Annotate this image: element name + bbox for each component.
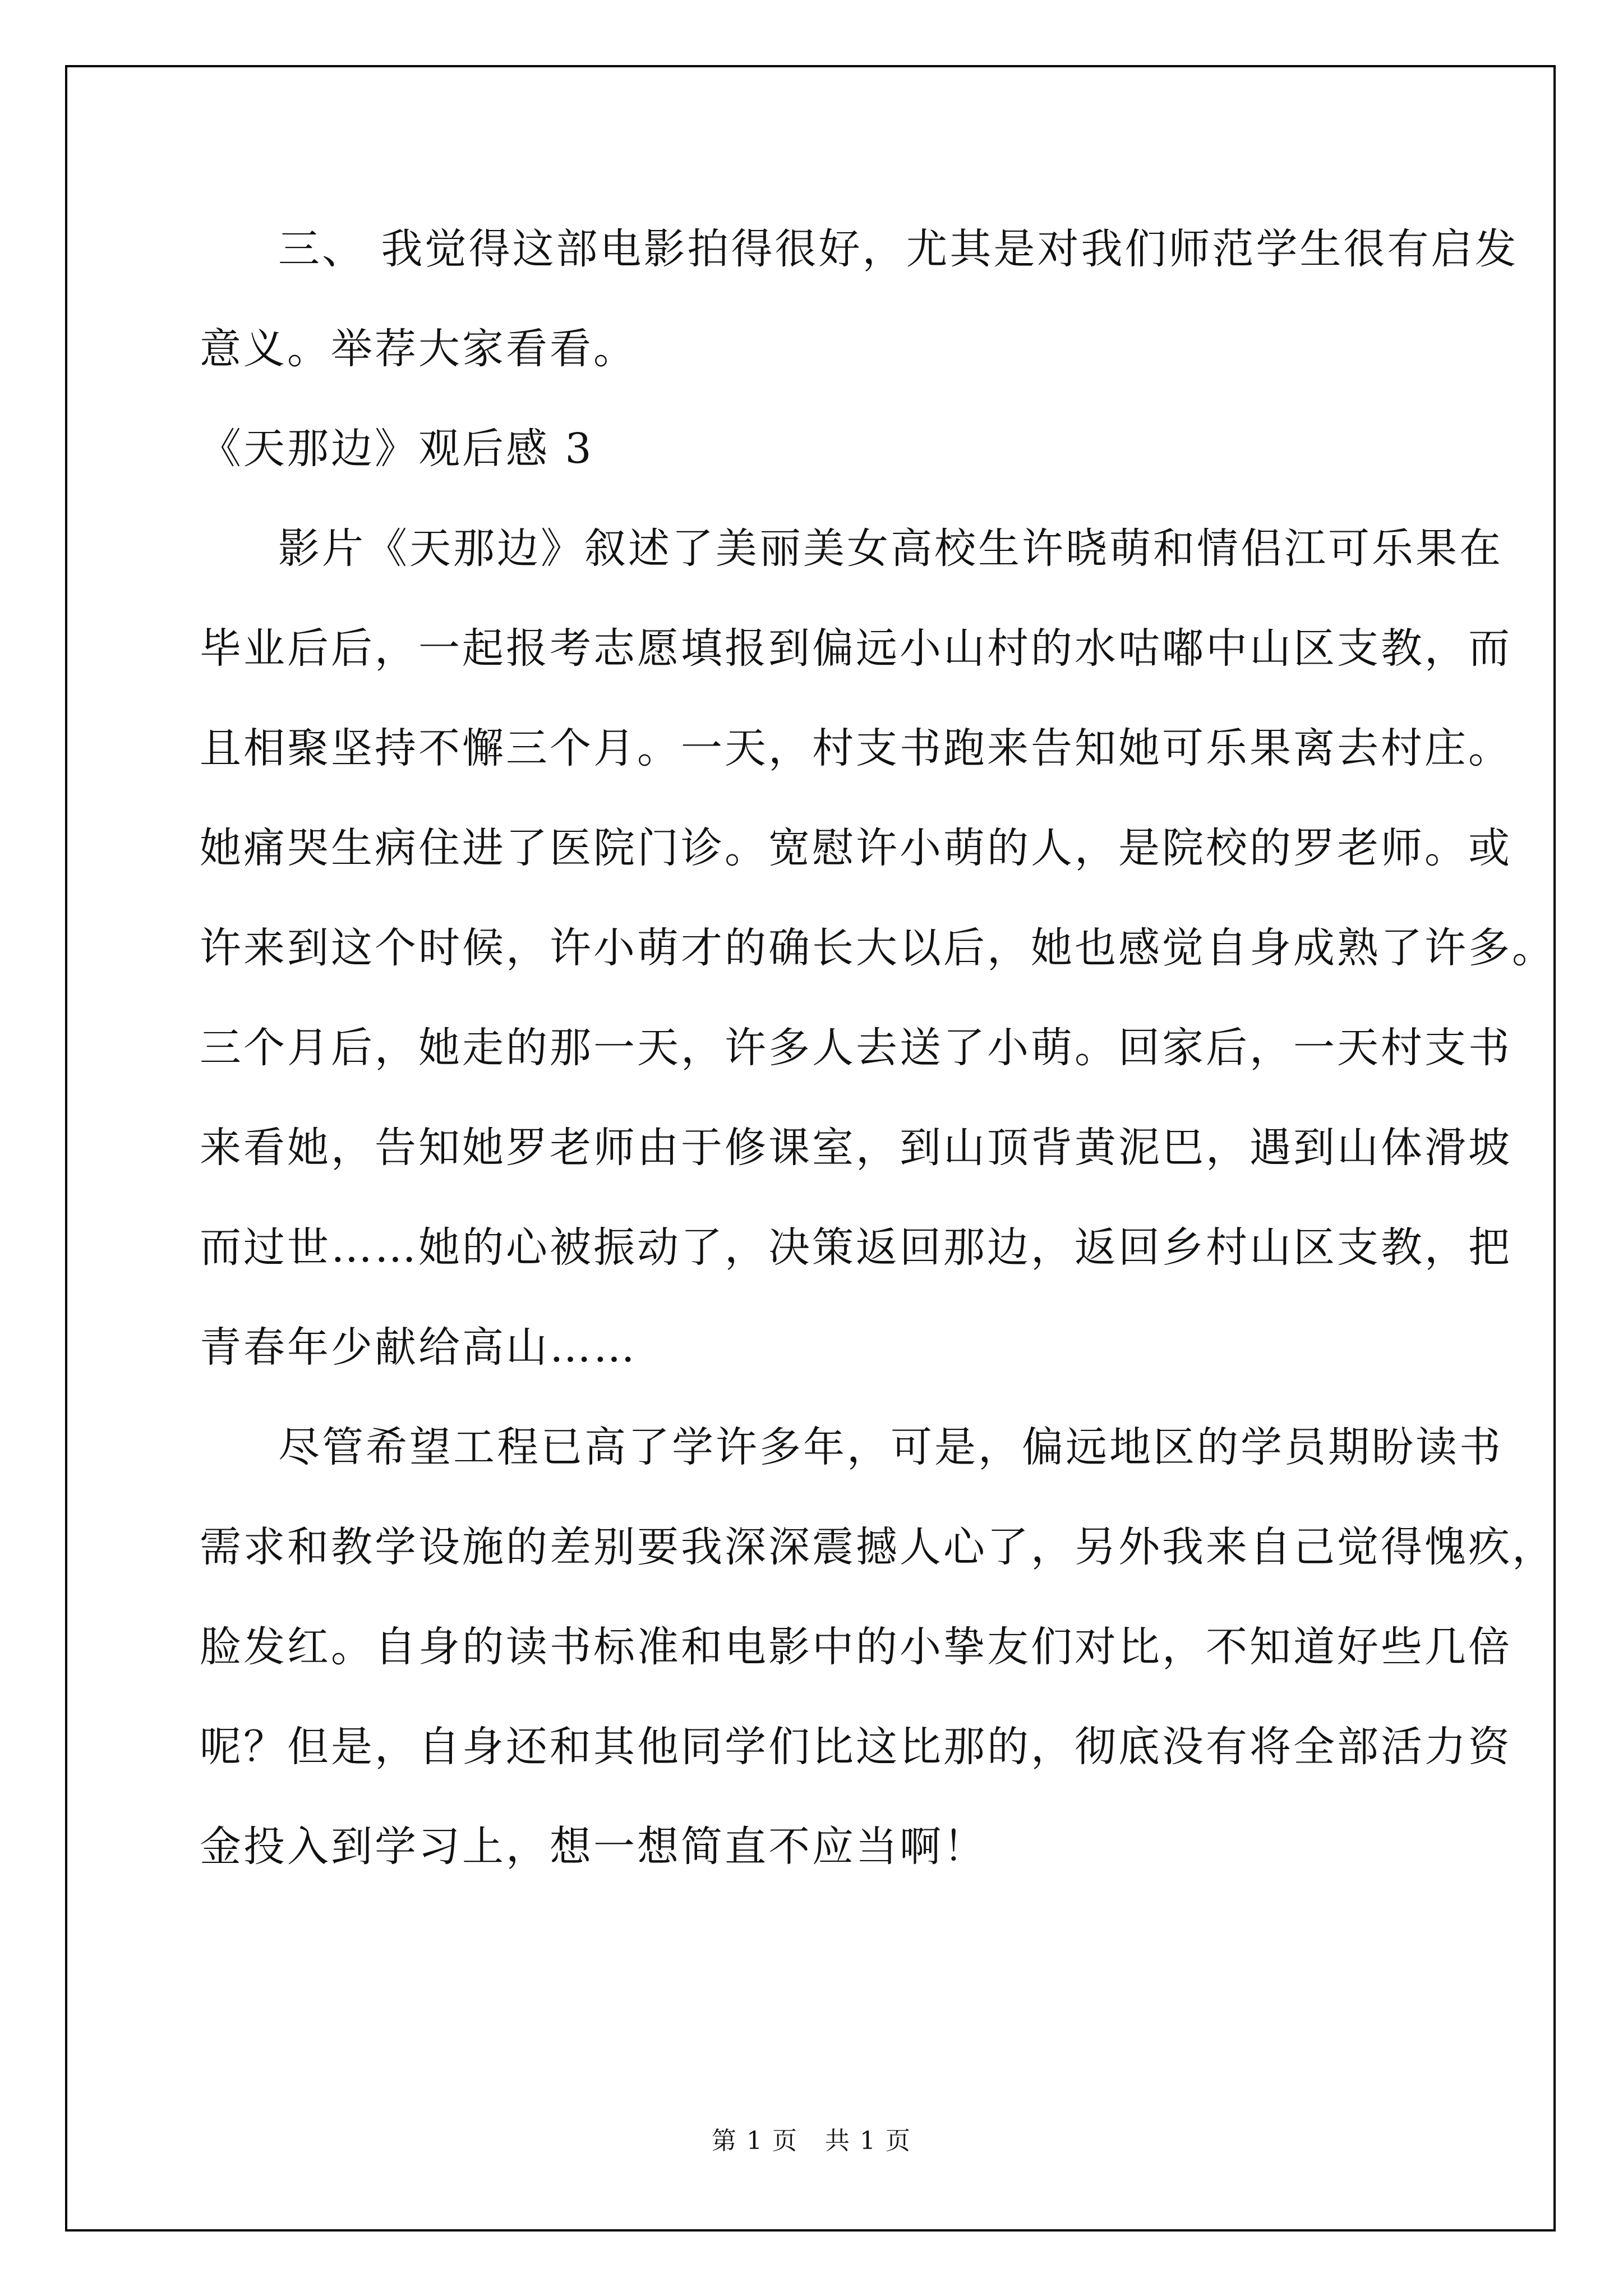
paragraph-line: 金投入到学习上，想一想简直不应当啊！ bbox=[200, 1823, 987, 1871]
paragraph-line: 三个月后，她走的那一天，许多人去送了小萌。回家后，一天村支书 bbox=[200, 1024, 1512, 1072]
paragraph-line: 需求和教学设施的差别要我深深震撼人心了，另外我来自己觉得愧疚， bbox=[200, 1523, 1556, 1571]
paragraph-line: 影片《天那边》叙述了美丽美女高校生许晓萌和情侣江可乐果在 bbox=[278, 524, 1503, 573]
paragraph-line: 青春年少献给高山…… bbox=[200, 1323, 637, 1372]
section-heading: 《天那边》观后感 3 bbox=[200, 425, 594, 473]
paragraph-line: 意义。举荐大家看看。 bbox=[200, 325, 637, 373]
paragraph-line: 呢？但是，自身还和其他同学们比这比那的，彻底没有将全部活力资 bbox=[200, 1723, 1512, 1771]
paragraph-line: 毕业后后，一起报考志愿填报到偏远小山村的水咕嘟中山区支教，而 bbox=[200, 624, 1512, 673]
paragraph-line: 且相聚坚持不懈三个月。一天，村支书跑来告知她可乐果离去村庄。 bbox=[200, 724, 1512, 772]
paragraph-line: 许来到这个时候，许小萌才的确长大以后，她也感觉自身成熟了许多。 bbox=[200, 924, 1556, 972]
paragraph-line: 她痛哭生病住进了医院门诊。宽慰许小萌的人，是院校的罗老师。或 bbox=[200, 824, 1512, 872]
paragraph-line: 来看她，告知她罗老师由于修课室，到山顶背黄泥巴，遇到山体滑坡 bbox=[200, 1124, 1512, 1172]
paragraph-line: 尽管希望工程已高了学许多年，可是，偏远地区的学员期盼读书 bbox=[278, 1423, 1503, 1471]
paragraph-line: 而过世……她的心被振动了，决策返回那边，返回乡村山区支教，把 bbox=[200, 1223, 1512, 1272]
paragraph-line: 脸发红。自身的读书标准和电影中的小挚友们对比，不知道好些几倍 bbox=[200, 1623, 1512, 1671]
page-footer: 第 1 页 共 1 页 bbox=[712, 2127, 911, 2155]
paragraph-line: 三、 我觉得这部电影拍得很好，尤其是对我们师范学生很有启发 bbox=[278, 225, 1519, 273]
